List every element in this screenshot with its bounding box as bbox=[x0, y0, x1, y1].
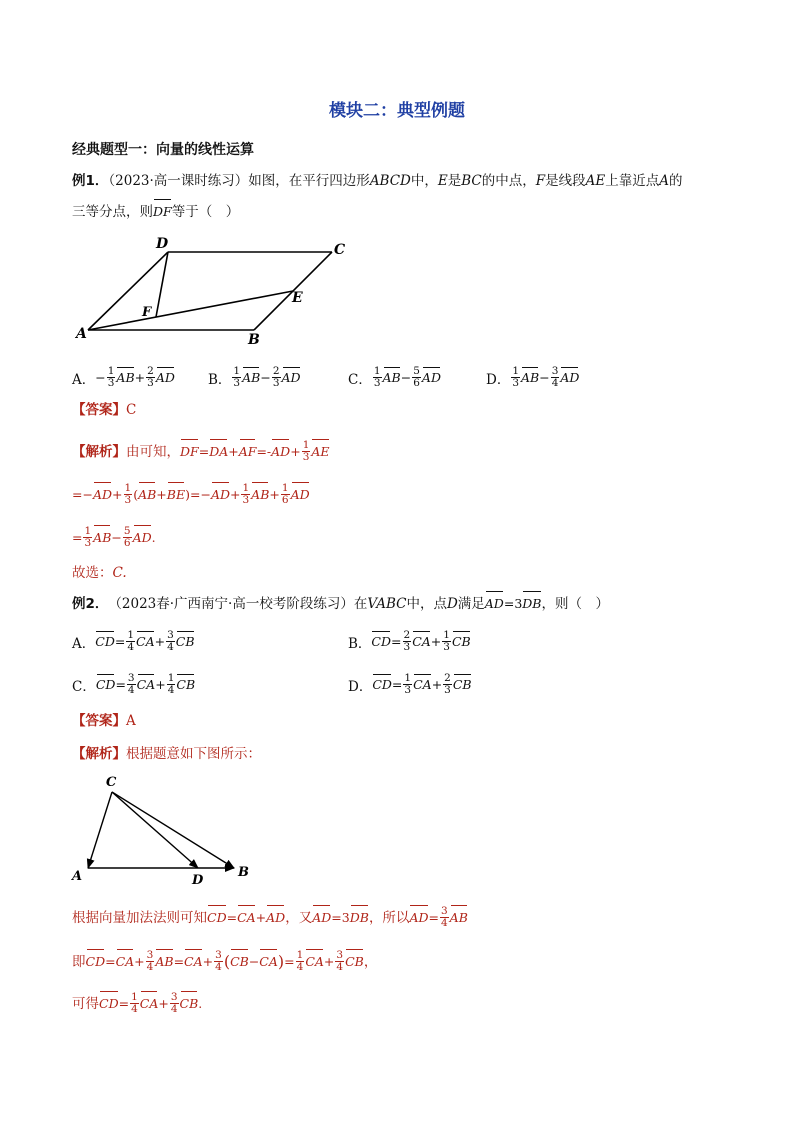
example1-analysis-step1: 【解析】 由可知， DF = DA + AF =- AD + $\frac{1}{3}$ AE bbox=[72, 439, 330, 463]
vector-ca bbox=[88, 792, 112, 868]
example1-option-2: B． $\frac{1}{3}$ AB − $\frac{2}{3}$ AD bbox=[208, 365, 301, 389]
example2-line1: 例2． （2023春·广西南宁·高一校考阶段练习）在 VABC 中，点 D 满足 AD =3 DB ，则（ ） bbox=[72, 596, 609, 612]
label-b: B bbox=[248, 332, 260, 347]
example2-option-4: D． CD = $\frac{1}{3}$ CA + $\frac{2}{3}$ CB bbox=[348, 672, 472, 696]
vector-cd bbox=[112, 792, 198, 868]
example2-analysis-step2: 即 CD = CA + $\frac{3}{4}$ AB = CA + $\frac{3}{4}$ ( CB − CA ) = $\frac{1}{4}$ CA + $\frac{3}{4}$ CB ， bbox=[72, 949, 378, 973]
example1-option-4: D． $\frac{1}{3}$ AB − $\frac{3}{4}$ AD bbox=[486, 365, 580, 389]
label-a: A bbox=[76, 326, 87, 342]
example2-label: 例2． bbox=[72, 596, 109, 612]
parallelogram-figure bbox=[70, 232, 360, 347]
label-d: D bbox=[156, 236, 169, 252]
example1-line1: 例1．（2023·高一课时练习）如图，在平行四边形ABCD中，E是BC的中点，F是线段AE上靠近点A的 bbox=[72, 173, 683, 189]
example1-conclusion: 故选：C. bbox=[72, 565, 127, 581]
example1-option-3: C． $\frac{1}{3}$ AB − $\frac{5}{6}$ AD bbox=[348, 365, 441, 389]
label-e: E bbox=[292, 290, 303, 306]
example1-line2: 三等分点，则 DF 等于（ ） bbox=[72, 204, 240, 220]
example2-analysis: 【解析】根据题意如下图所示： bbox=[72, 746, 261, 762]
label-d: D bbox=[192, 873, 204, 888]
side-da bbox=[88, 252, 168, 330]
label-f: F bbox=[142, 305, 152, 320]
label-c: C bbox=[334, 242, 346, 258]
triangle-figure bbox=[68, 772, 258, 892]
segment-ae bbox=[88, 291, 293, 330]
example1-analysis-step2: =− AD + $\frac{1}{3}$ ( AB + BE ) =− AD + $\frac{1}{3}$ AB + $\frac{1}{6}$ AD bbox=[72, 482, 310, 506]
example1-label: 例1． bbox=[72, 173, 109, 189]
example2-analysis-step3: 可得 CD = $\frac{1}{4}$ CA + $\frac{3}{4}$ CB . bbox=[72, 991, 203, 1015]
page-title: 模块二：典型例题 bbox=[329, 101, 465, 121]
example2-option-3: C． CD = $\frac{3}{4}$ CA + $\frac{1}{4}$ CB bbox=[72, 672, 196, 696]
section-heading: 经典题型一：向量的线性运算 bbox=[72, 142, 254, 158]
example2-answer: 【答案】A bbox=[72, 713, 136, 729]
label-b: B bbox=[238, 865, 249, 880]
label-c: C bbox=[106, 775, 117, 790]
example1-answer: 【答案】C bbox=[72, 402, 137, 418]
example2-option-2: B． CD = $\frac{2}{3}$ CA + $\frac{1}{3}$ CB bbox=[348, 629, 471, 653]
example1-analysis-step3: = $\frac{1}{3}$ AB − $\frac{5}{6}$ AD . bbox=[72, 525, 156, 549]
example1-option-1: A． − $\frac{1}{3}$ AB + $\frac{2}{3}$ AD bbox=[72, 365, 175, 389]
vector-cb bbox=[112, 792, 234, 868]
label-a: A bbox=[72, 869, 83, 884]
example2-analysis-step1: 根据向量加法法则可知 CD = CA + AD ，又 AD =3 DB ，所以 AD = $\frac{3}{4}$ AB bbox=[72, 905, 468, 929]
example2-option-1: A． CD = $\frac{1}{4}$ CA + $\frac{3}{4}$ CB bbox=[72, 629, 195, 653]
